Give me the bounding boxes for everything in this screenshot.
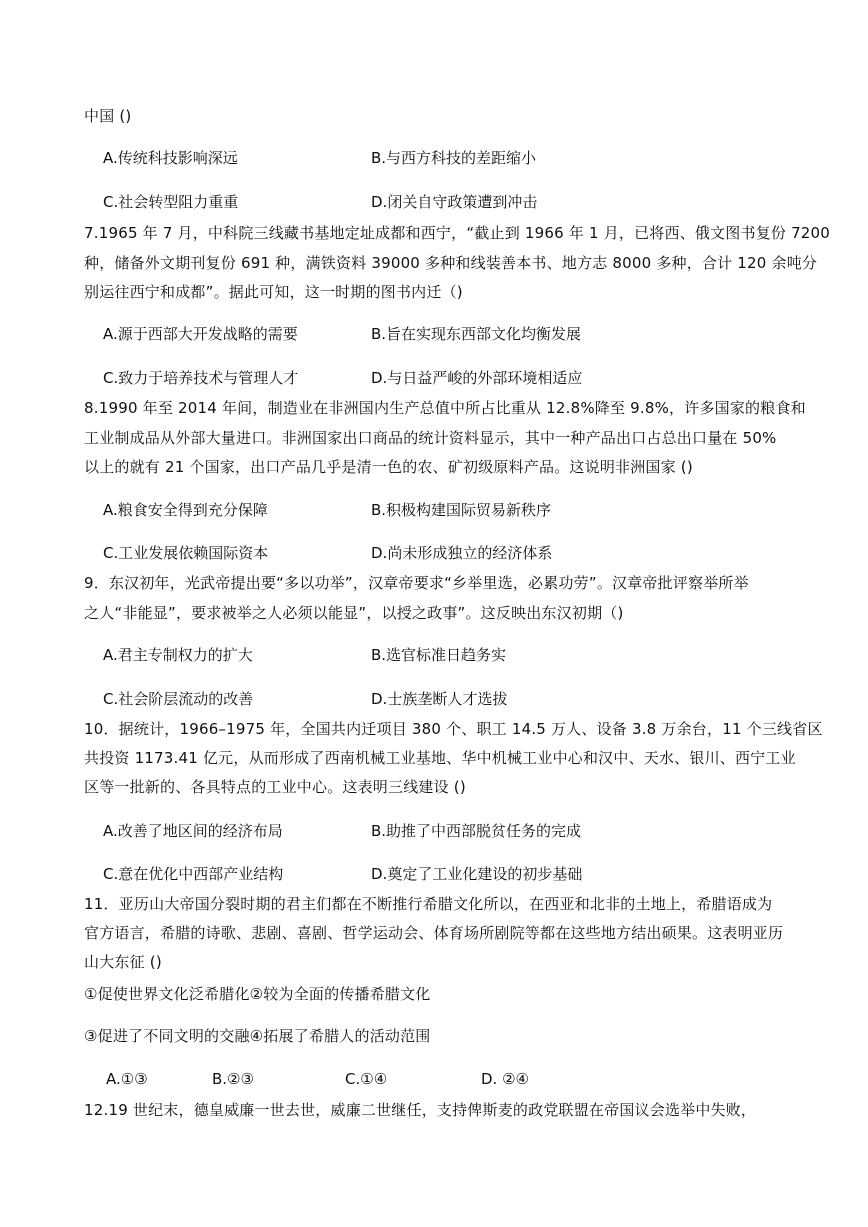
q10-option-b: B.助推了中西部脱贫任务的完成 [371, 822, 582, 840]
q10-stem-line: 10．据统计，1966–1975 年，全国共内迁项目 380 个、职工 14.5 万人、设备 3.8 万余台，11 个三线省区 [84, 720, 823, 738]
q7-option-a: A.源于西部大开发战略的需要 [103, 325, 298, 343]
q6-option-b: B.与西方科技的差距缩小 [371, 149, 537, 167]
q11-option-d: D. ②④ [481, 1070, 529, 1088]
q11-stem-line: 11．亚历山大帝国分裂时期的君主们都在不断推行希腊文化所以，在西亚和北非的土地上，希腊语成为 [84, 895, 773, 913]
q11-stem-line: 官方语言，希腊的诗歌、悲剧、喜剧、哲学运动会、体育场所剧院等都在这些地方结出硕果。这表明亚历 [84, 924, 784, 942]
q10-option-d: D.奠定了工业化建设的初步基础 [371, 865, 583, 883]
q11-statements-line: ①促使世界文化泛希腊化②较为全面的传播希腊文化 [84, 985, 431, 1003]
q6-option-d: D.闭关自守政策遭到冲击 [371, 193, 538, 211]
q9-option-b: B.选官标准日趋务实 [371, 646, 507, 664]
q9-option-a: A.君主专制权力的扩大 [103, 646, 253, 664]
q8-stem-line: 8.1990 年至 2014 年间，制造业在非洲国内生产总值中所占比重从 12.8%降至 9.8%，许多国家的粮食和 [84, 399, 806, 417]
q8-stem-line: 工业制成品从外部大量进口。非洲国家出口商品的统计资料显示，其中一种产品出口占总出口量在 50% [84, 429, 777, 447]
q8-stem-line: 以上的就有 21 个国家，出口产品几乎是清一色的农、矿初级原料产品。这说明非洲国家 () [84, 458, 693, 476]
q11-option-c: C.①④ [345, 1070, 388, 1088]
q7-stem-line: 种，储备外文期刊复份 691 种，满铁资料 39000 多种和线装善本书、地方志 8000 多种，合计 120 余吨分 [84, 254, 818, 272]
q11-option-a: A.①③ [106, 1070, 148, 1088]
question-6-stem-tail: 中国 () [84, 107, 132, 125]
q7-option-d: D.与日益严峻的外部环境相适应 [371, 369, 583, 387]
q11-option-b: B.②③ [212, 1070, 254, 1088]
q9-stem-line: 9．东汉初年，光武帝提出要“多以功举”，汉章帝要求“乡举里选，必累功劳”。汉章帝批评察举所举 [84, 574, 749, 592]
q9-stem-line: 之人“非能显”，要求被举之人必须以能显”，以授之政事”。这反映出东汉初期（) [84, 604, 624, 622]
q11-statements-line: ③促进了不同文明的交融④拓展了希腊人的活动范围 [84, 1027, 431, 1045]
q10-option-a: A.改善了地区间的经济布局 [103, 822, 283, 840]
q10-stem-line: 共投资 1173.41 亿元，从而形成了西南机械工业基地、华中机械工业中心和汉中、天水、银川、西宁工业 [84, 749, 796, 767]
q8-option-d: D.尚未形成独立的经济体系 [371, 544, 553, 562]
q7-option-c: C.致力于培养技术与管理人才 [103, 369, 299, 387]
q9-option-d: D.士族垄断人才选拔 [371, 690, 508, 708]
q8-option-a: A.粮食安全得到充分保障 [103, 501, 268, 519]
q8-option-c: C.工业发展依赖国际资本 [103, 544, 269, 562]
q6-option-a: A.传统科技影响深远 [103, 149, 238, 167]
q12-stem-line: 12.19 世纪末，德皇威廉一世去世，威廉二世继任，支持俾斯麦的政党联盟在帝国议会选举中失败， [84, 1101, 757, 1119]
q8-option-b: B.积极构建国际贸易新秩序 [371, 501, 552, 519]
q7-stem-line: 7.1965 年 7 月，中科院三线藏书基地定址成都和西宁，“截止到 1966 年 1 月，已将西、俄文图书复份 7200 [84, 224, 831, 242]
q10-stem-line: 区等一批新的、各具特点的工业中心。这表明三线建设 () [84, 778, 466, 796]
q7-stem-line: 别运往西宁和成都”。据此可知，这一时期的图书内迁（) [84, 283, 463, 301]
q10-option-c: C.意在优化中西部产业结构 [103, 865, 284, 883]
q6-option-c: C.社会转型阻力重重 [103, 193, 239, 211]
q9-option-c: C.社会阶层流动的改善 [103, 690, 254, 708]
q7-option-b: B.旨在实现东西部文化均衡发展 [371, 325, 582, 343]
q11-stem-line: 山大东征 () [84, 953, 162, 971]
